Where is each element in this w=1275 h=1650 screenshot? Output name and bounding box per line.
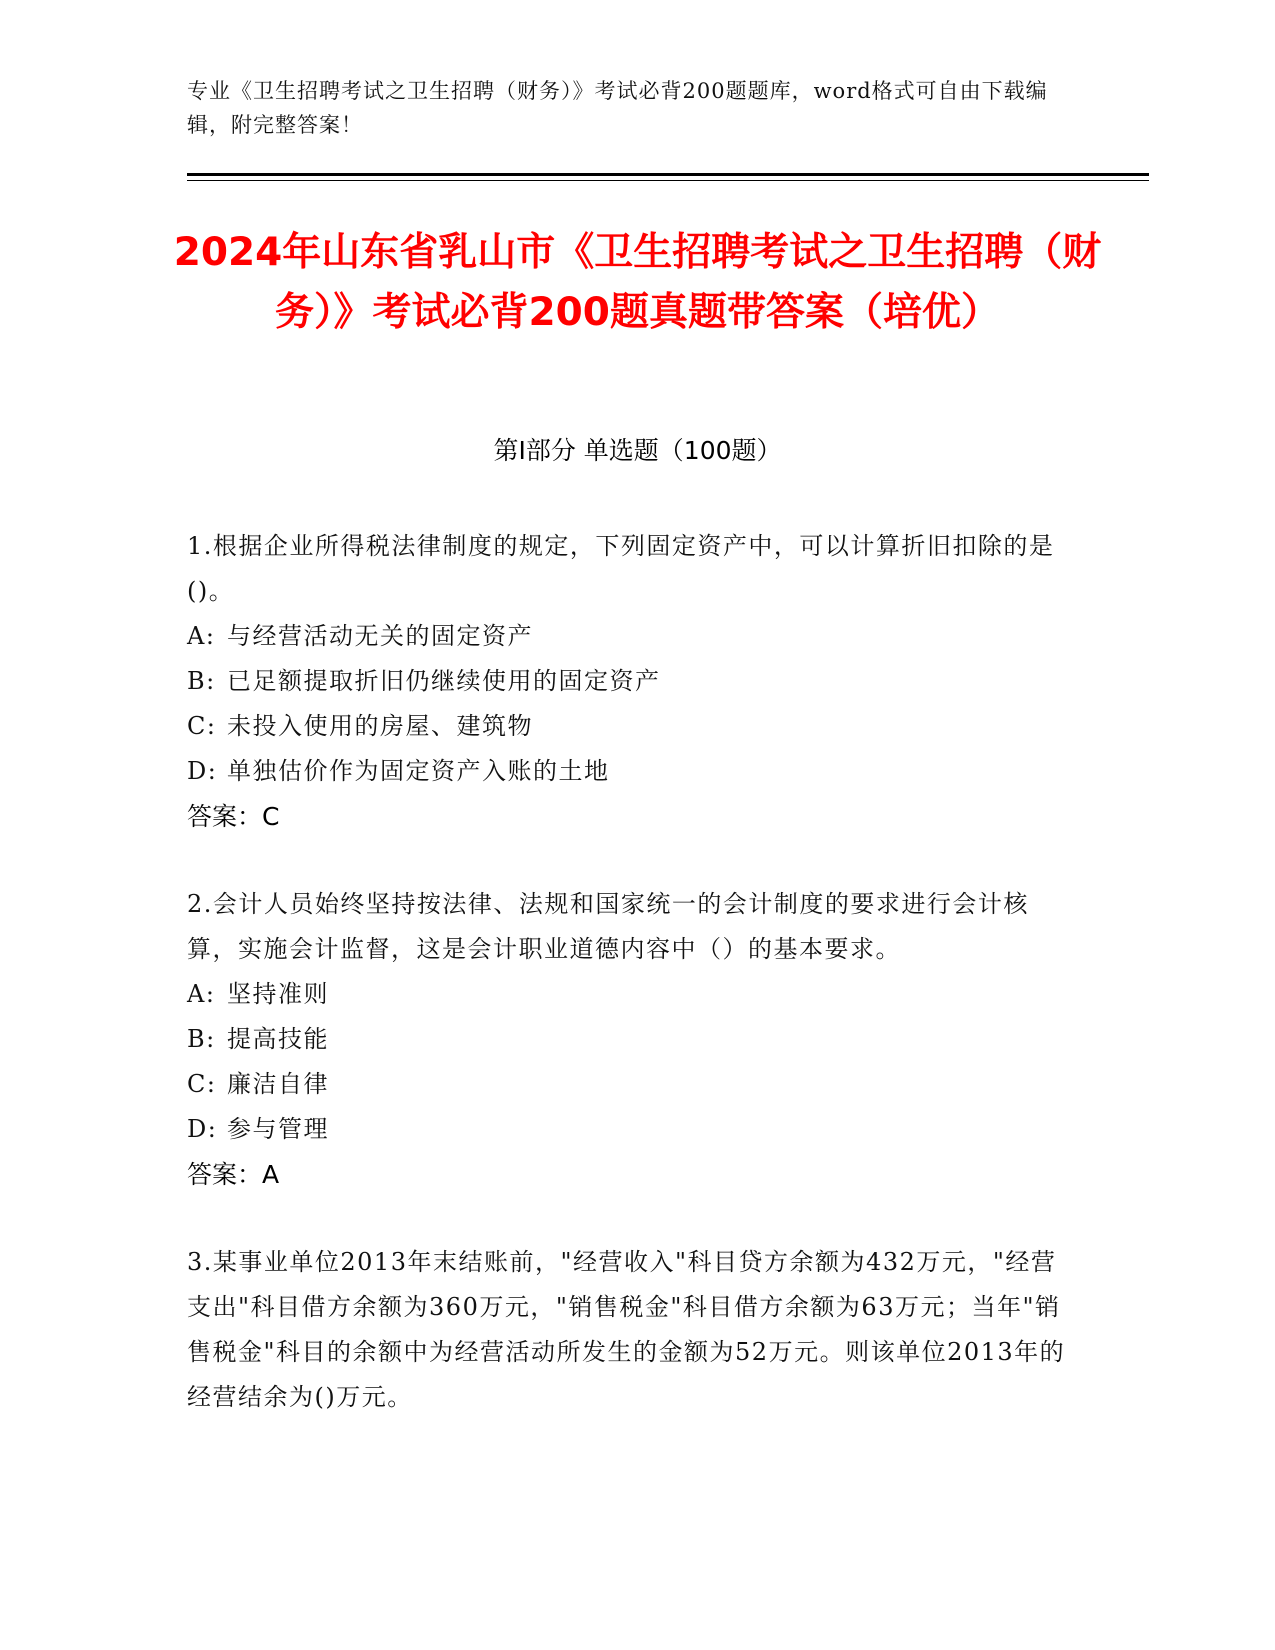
section-title: 第I部分 单选题（100题）: [493, 436, 782, 465]
question-1: [187, 524, 1067, 839]
header-note: 专业《卫生招聘考试之卫生招聘（财务）》考试必背200题题库，word格式可自由下载编辑，附完整答案！: [187, 79, 1048, 137]
question-spacer: [187, 839, 1067, 882]
option-text: 已足额提取折旧仍继续使用的固定资产: [227, 667, 661, 695]
option-b: [187, 1017, 1067, 1062]
question-stem: 1.根据企业所得税法律制度的规定，下列固定资产中，可以计算折旧扣除的是()。: [187, 532, 1055, 605]
option-a: [187, 972, 1067, 1017]
option-d: [187, 1107, 1067, 1152]
question-stem: 3.某事业单位2013年末结账前，"经营收入"科目贷方余额为432万元，"经营支出"科目借方余额为360万元，"销售税金"科目借方余额为63万元；当年"销售税金"科目的余额中为经营活动所发生的金额为52万元。则该单位2013年的经营结余为()万元。: [187, 1248, 1066, 1411]
answer-label: 答案：A: [187, 1160, 280, 1189]
option-text: 坚持准则: [227, 980, 329, 1008]
question-2: [187, 882, 1067, 1197]
option-letter: D:: [187, 757, 218, 785]
option-text: 提高技能: [227, 1025, 329, 1053]
option-text: 参与管理: [227, 1115, 329, 1143]
option-a: [187, 614, 1067, 659]
option-text: 单独估价作为固定资产入账的土地: [227, 757, 610, 785]
option-text: 与经营活动无关的固定资产: [227, 622, 533, 650]
question-spacer: [187, 1197, 1067, 1240]
question-3: [187, 1240, 1067, 1420]
option-c: [187, 704, 1067, 749]
option-letter: B:: [187, 1025, 216, 1053]
option-b: [187, 659, 1067, 704]
option-letter: A:: [187, 980, 216, 1008]
option-text: 未投入使用的房屋、建筑物: [227, 712, 533, 740]
option-letter: C:: [187, 1070, 217, 1098]
header-rule-thick: [187, 173, 1149, 176]
option-letter: A:: [187, 622, 216, 650]
header-rule-thin: [187, 180, 1149, 181]
option-d: [187, 749, 1067, 794]
option-letter: B:: [187, 667, 216, 695]
option-c: [187, 1062, 1067, 1107]
option-letter: C:: [187, 712, 217, 740]
question-stem: 2.会计人员始终坚持按法律、法规和国家统一的会计制度的要求进行会计核算，实施会计监督，这是会计职业道德内容中（）的基本要求。: [187, 890, 1029, 963]
document-title: 2024年山东省乳山市《卫生招聘考试之卫生招聘（财务）》考试必背200题真题带答案（培优）: [173, 230, 1102, 335]
answer-label: 答案：C: [187, 802, 280, 831]
option-letter: D:: [187, 1115, 218, 1143]
question-list: [187, 524, 1067, 1420]
option-text: 廉洁自律: [227, 1070, 329, 1098]
